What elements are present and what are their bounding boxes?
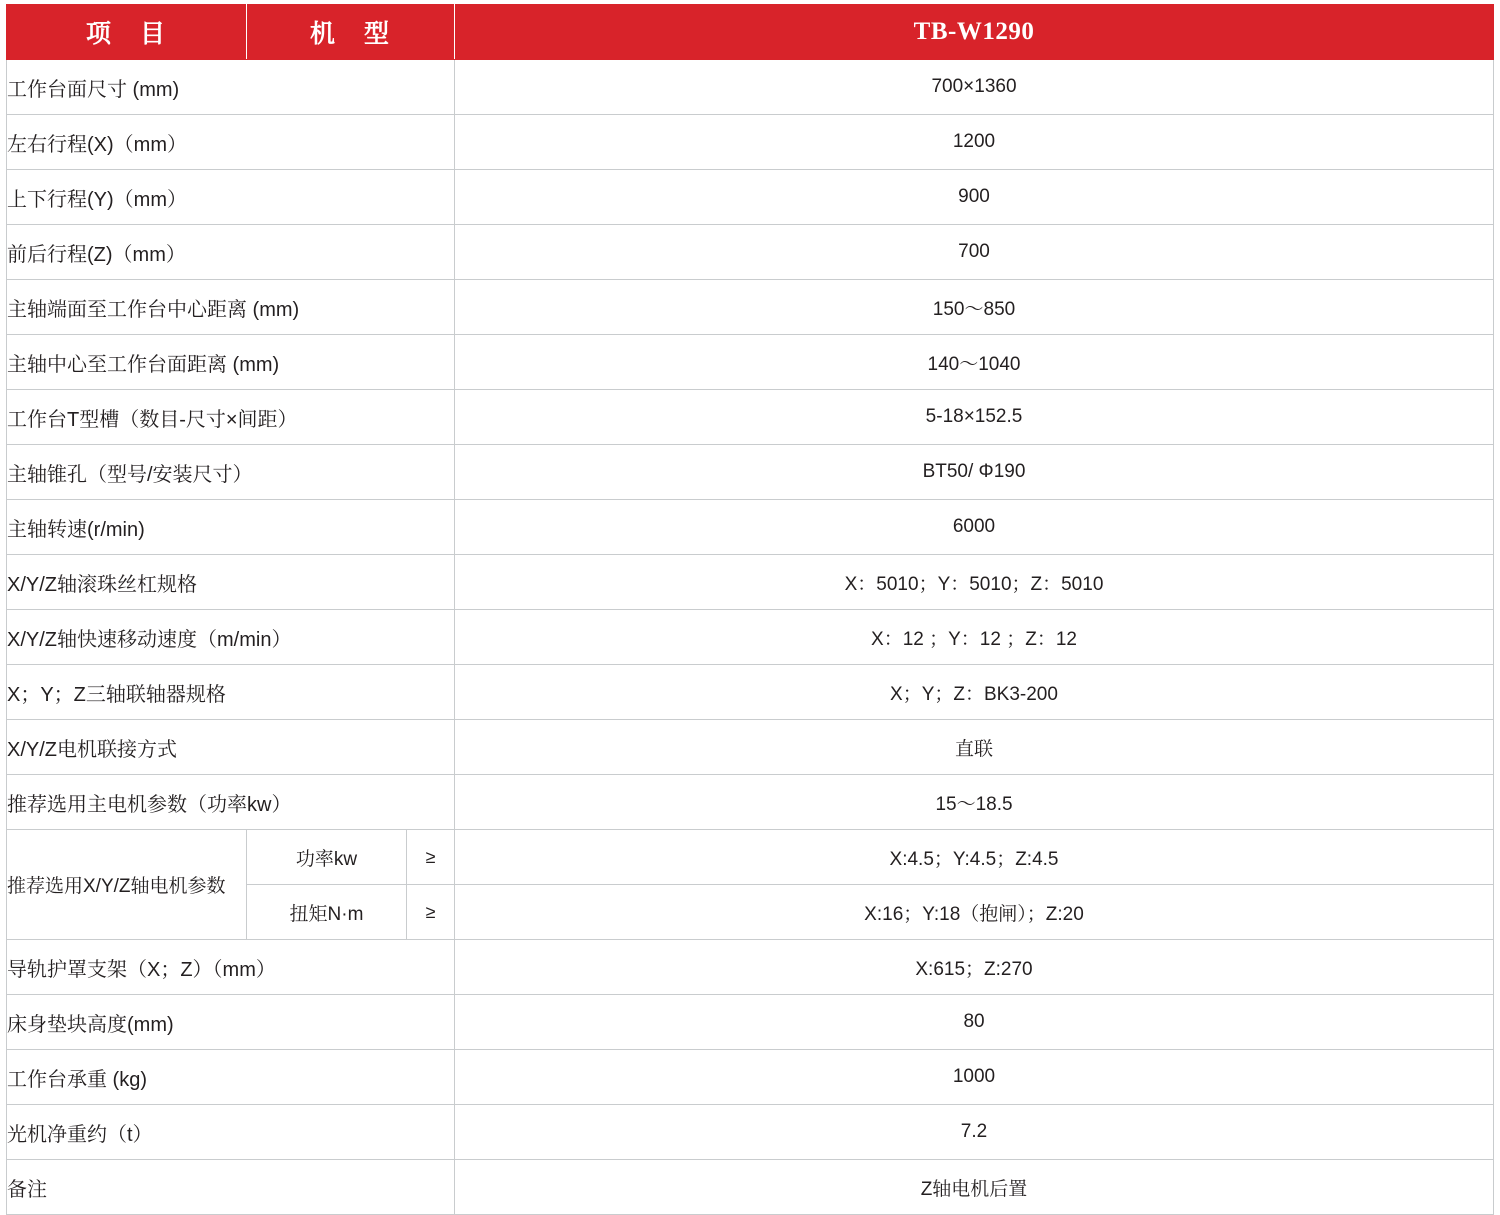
row-label: X；Y；Z三轴联轴器规格: [7, 665, 455, 720]
row-label: 前后行程(Z)（mm）: [7, 225, 455, 280]
table-row: [7, 225, 1494, 280]
table-row: [7, 775, 1494, 830]
table-row: [7, 610, 1494, 665]
row-label: X/Y/Z轴滚珠丝杠规格: [7, 555, 455, 610]
table-row: [7, 1050, 1494, 1105]
row-label: 工作台承重 (kg): [7, 1050, 455, 1105]
row-value: X:4.5；Y:4.5；Z:4.5: [455, 830, 1494, 885]
table-row: [7, 170, 1494, 225]
table-row: [7, 390, 1494, 445]
row-label: 主轴端面至工作台中心距离 (mm): [7, 280, 455, 335]
table-row: [7, 1105, 1494, 1160]
row-value: 140～1040: [455, 335, 1494, 390]
row-label: 备注: [7, 1160, 455, 1215]
row-label: 左右行程(X)（mm）: [7, 115, 455, 170]
motor-sub-label: 扭矩N·m: [247, 885, 407, 940]
table-row: [7, 445, 1494, 500]
row-label: 上下行程(Y)（mm）: [7, 170, 455, 225]
table-row: [7, 115, 1494, 170]
row-value: 150～850: [455, 280, 1494, 335]
table-row: [7, 995, 1494, 1050]
row-label: 床身垫块高度(mm): [7, 995, 455, 1050]
table-row-motor-power: [7, 830, 1494, 885]
motor-sub-sign: ≥: [407, 885, 455, 940]
table-row: [7, 60, 1494, 115]
row-label: 导轨护罩支架（X；Z）（mm）: [7, 940, 455, 995]
row-label: 主轴转速(r/min): [7, 500, 455, 555]
header-model-cell: 机 型: [247, 5, 455, 60]
row-value: X:16；Y:18（抱闸）；Z:20: [455, 885, 1494, 940]
row-value: 1000: [455, 1050, 1494, 1105]
row-value: 700: [455, 225, 1494, 280]
row-value: X：5010；Y：5010；Z：5010: [455, 555, 1494, 610]
row-label: 工作台T型槽（数目-尺寸×间距）: [7, 390, 455, 445]
row-value: X:615；Z:270: [455, 940, 1494, 995]
table-row: [7, 665, 1494, 720]
row-value: BT50/ Φ190: [455, 445, 1494, 500]
table-row: [7, 280, 1494, 335]
row-value: 80: [455, 995, 1494, 1050]
table-row: [7, 720, 1494, 775]
motor-group-label: 推荐选用X/Y/Z轴电机参数: [7, 830, 247, 940]
row-value: 7.2: [455, 1105, 1494, 1160]
table-row: [7, 940, 1494, 995]
specification-table: [6, 4, 1494, 1215]
row-value: X：12 ；Y：12 ；Z：12: [455, 610, 1494, 665]
row-label: X/Y/Z电机联接方式: [7, 720, 455, 775]
row-value: 5-18×152.5: [455, 390, 1494, 445]
table-body: [7, 5, 1494, 1215]
table-header-row: [7, 5, 1494, 60]
row-label: 主轴中心至工作台面距离 (mm): [7, 335, 455, 390]
row-value: 直联: [455, 720, 1494, 775]
row-value: 6000: [455, 500, 1494, 555]
row-value: 15～18.5: [455, 775, 1494, 830]
row-label: 推荐选用主电机参数（功率kw）: [7, 775, 455, 830]
row-value: 700×1360: [455, 60, 1494, 115]
table-row: [7, 335, 1494, 390]
row-label: 光机净重约（t）: [7, 1105, 455, 1160]
row-label: 主轴锥孔（型号/安装尺寸）: [7, 445, 455, 500]
row-value: 900: [455, 170, 1494, 225]
row-value: X；Y；Z：BK3-200: [455, 665, 1494, 720]
header-item-cell: 项 目: [7, 5, 247, 60]
row-label: X/Y/Z轴快速移动速度（m/min）: [7, 610, 455, 665]
row-label: 工作台面尺寸 (mm): [7, 60, 455, 115]
table-row: [7, 555, 1494, 610]
row-value: Z轴电机后置: [455, 1160, 1494, 1215]
table-row: [7, 500, 1494, 555]
motor-sub-sign: ≥: [407, 830, 455, 885]
row-value: 1200: [455, 115, 1494, 170]
motor-sub-label: 功率kw: [247, 830, 407, 885]
table-row: [7, 1160, 1494, 1215]
header-model-value: TB-W1290: [455, 5, 1494, 60]
